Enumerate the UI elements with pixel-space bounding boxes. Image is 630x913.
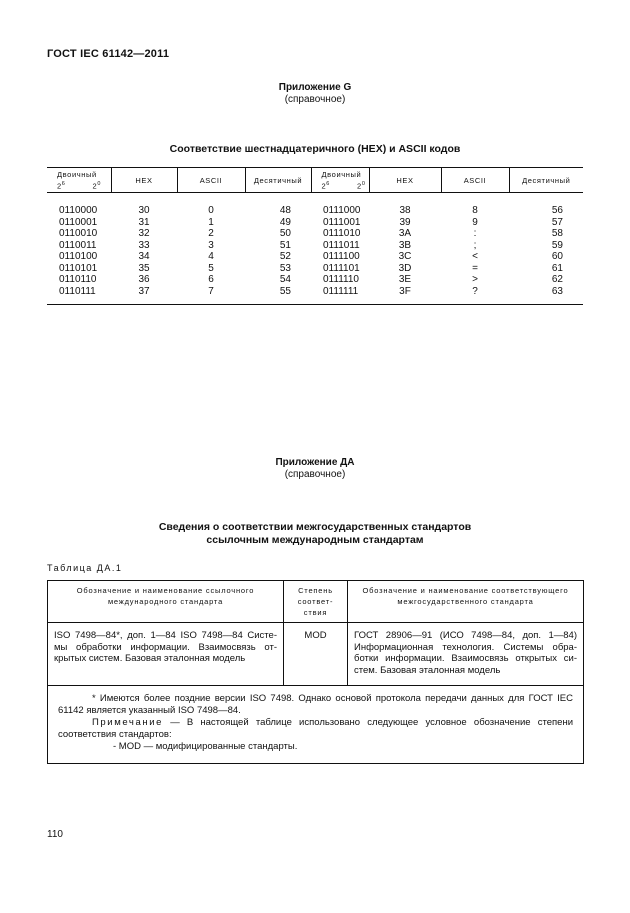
table-cell: 9 <box>472 216 478 228</box>
header-degree: Степень соответ-ствия <box>284 581 348 623</box>
header-binary-right: Двоичный $2^6$ $2^0$ <box>311 168 369 193</box>
table-cell: 31 <box>138 216 150 228</box>
table-cell: 51 <box>279 239 291 251</box>
table-cell: 0111001 <box>323 216 361 228</box>
table-cell: 3E <box>398 274 412 285</box>
table-cell: 0 <box>208 205 214 216</box>
standards-correspondence-table <box>47 580 584 764</box>
table-cell: 62 <box>551 274 563 285</box>
appendix-da-heading-line2: ссылочным международным стандартам <box>206 534 424 546</box>
appendix-da-subtitle: (справочное) <box>284 469 346 480</box>
table-cell: 32 <box>138 228 150 239</box>
table-cell: 3D <box>398 262 412 274</box>
table-cell: 3C <box>398 251 412 262</box>
table-header-row <box>48 581 584 623</box>
table-cell: 6 <box>208 274 214 285</box>
table-cell: 35 <box>138 262 150 274</box>
table-cell: 0111000 <box>323 205 361 216</box>
appendix-g-title: Приложение G <box>278 82 352 93</box>
header-ascii-left: ASCII <box>177 168 245 193</box>
appendix-g-title-block <box>0 82 630 106</box>
table-cell: 0110101 <box>59 262 98 274</box>
table-cell: 0111101 <box>323 262 360 274</box>
table-cell: 33 <box>138 239 150 251</box>
table-cell: 4 <box>208 251 214 262</box>
header-hex-right: HEX <box>369 168 441 193</box>
table-cell: 63 <box>551 285 563 297</box>
table-cell: 3F <box>399 285 411 297</box>
table-cell: 0110100 <box>59 251 98 262</box>
table-cell: 2 <box>208 228 214 239</box>
col-ascii-left <box>177 193 245 305</box>
table-cell: 0111010 <box>323 228 361 239</box>
table-cell: 34 <box>138 251 150 262</box>
table-cell: 0110000 <box>59 205 98 216</box>
table-cell: 0111100 <box>323 251 360 262</box>
table-cell: 0110111 <box>59 285 96 297</box>
cell-interstate-standard: ГОСТ 28906—91 (ИСО 7498—84, доп. 1—84) Информационная технология. Системы обра-ботки информации. Взаимосвязь открытых си-стем. Базовая эталонная модель <box>348 623 584 686</box>
header-ascii-right: ASCII <box>441 168 509 193</box>
table-cell: 57 <box>551 216 563 228</box>
cell-degree: MOD <box>284 623 348 686</box>
table-cell: 55 <box>279 285 291 297</box>
col-decimal-left <box>245 193 311 305</box>
table-cell: 48 <box>279 205 291 216</box>
appendix-da-title: Приложение ДА <box>275 457 355 468</box>
appendix-da-heading-line1: Сведения о соответствии межгосударственных стандартов <box>158 521 472 533</box>
table-header-row <box>47 168 583 193</box>
table-cell: 37 <box>138 285 150 297</box>
header-binary-left: Двоичный $2^6$ $2^0$ <box>47 168 111 193</box>
table-cell: < <box>472 251 478 262</box>
appendix-g-heading: Соответствие шестнадцатеричного (HEX) и ASCII кодов <box>169 143 461 155</box>
table-cell: 50 <box>279 228 291 239</box>
table-cell: 39 <box>399 216 411 228</box>
table-cell: 3A <box>398 228 412 239</box>
table-cell: 53 <box>279 262 291 274</box>
cell-international-standard: ISO 7498—84*, доп. 1—84 ISO 7498—84 Систе-мы обработки информации. Взаимосвязь от-крытых систем. Базовая эталонная модель <box>48 623 284 686</box>
table-cell: 0111111 <box>323 285 359 297</box>
header-decimal-left: Десятичный <box>245 168 311 193</box>
table-cell: 0110001 <box>59 216 98 228</box>
table-cell: 0110110 <box>59 274 97 285</box>
table-cell: ; <box>473 239 477 251</box>
table-cell: 0111110 <box>323 274 359 285</box>
table-cell: 1 <box>208 216 214 228</box>
table-cell: > <box>472 274 478 285</box>
table-cell: 61 <box>551 262 563 274</box>
table-cell: 59 <box>551 239 563 251</box>
table-cell: 52 <box>279 251 291 262</box>
header-decimal-right: Десятичный <box>509 168 583 193</box>
table-cell: ? <box>472 285 478 297</box>
note-label: Примечание <box>92 717 163 728</box>
table-cell: 7 <box>208 285 214 297</box>
table-cell: 58 <box>551 228 563 239</box>
col-hex-right <box>369 193 441 305</box>
col-ascii-right <box>441 193 509 305</box>
table-cell: 30 <box>138 205 150 216</box>
table-cell: 0110011 <box>59 239 97 251</box>
table-cell: 0110010 <box>59 228 98 239</box>
col-hex-left <box>111 193 177 305</box>
table-cell: 3B <box>398 239 412 251</box>
table-cell: 3 <box>208 239 214 251</box>
table-cell: = <box>472 262 478 274</box>
table-da1-label: Таблица ДА.1 <box>47 563 123 573</box>
col-binary-left <box>47 193 111 305</box>
header-interstate-standard: Обозначение и наименование соответствующего межгосударственного стандарта <box>348 581 584 623</box>
header-hex-left: HEX <box>111 168 177 193</box>
table-row <box>48 623 584 686</box>
table-cell: 60 <box>551 251 563 262</box>
note-item: - MOD — модифицированные стандарты. <box>113 741 298 752</box>
note-text: — В настоящей таблице использовано следующее условное обозначение степени соответствия стандартов: <box>58 717 573 740</box>
hex-ascii-table <box>47 167 583 305</box>
footnote: * Имеются более поздние версии ISO 7498. Однако основой протокола передачи данных для ГОСТ IEC 61142 является указанный ISO 7498—84. <box>58 693 573 716</box>
col-decimal-right <box>509 193 583 305</box>
table-cell: 36 <box>138 274 150 285</box>
table-cell: 56 <box>551 205 563 216</box>
table-cell: : <box>473 228 477 239</box>
table-body-row <box>47 193 583 305</box>
table-notes <box>48 686 584 764</box>
table-cell: 54 <box>279 274 291 285</box>
appendix-g-subtitle: (справочное) <box>284 94 346 105</box>
header-international-standard: Обозначение и наименование ссылочного международного стандарта <box>48 581 284 623</box>
document-header: ГОСТ IEC 61142—2011 <box>47 48 170 60</box>
table-cell: 0111011 <box>323 239 360 251</box>
table-cell: 49 <box>279 216 291 228</box>
table-cell: 8 <box>472 205 478 216</box>
appendix-da-title-block <box>0 457 630 481</box>
table-cell: 38 <box>399 205 411 216</box>
appendix-da-heading <box>0 521 630 547</box>
col-binary-right <box>311 193 369 305</box>
page-number: 110 <box>47 829 63 840</box>
table-cell: 5 <box>208 262 214 274</box>
table-note-row <box>48 686 584 764</box>
note <box>58 717 573 741</box>
